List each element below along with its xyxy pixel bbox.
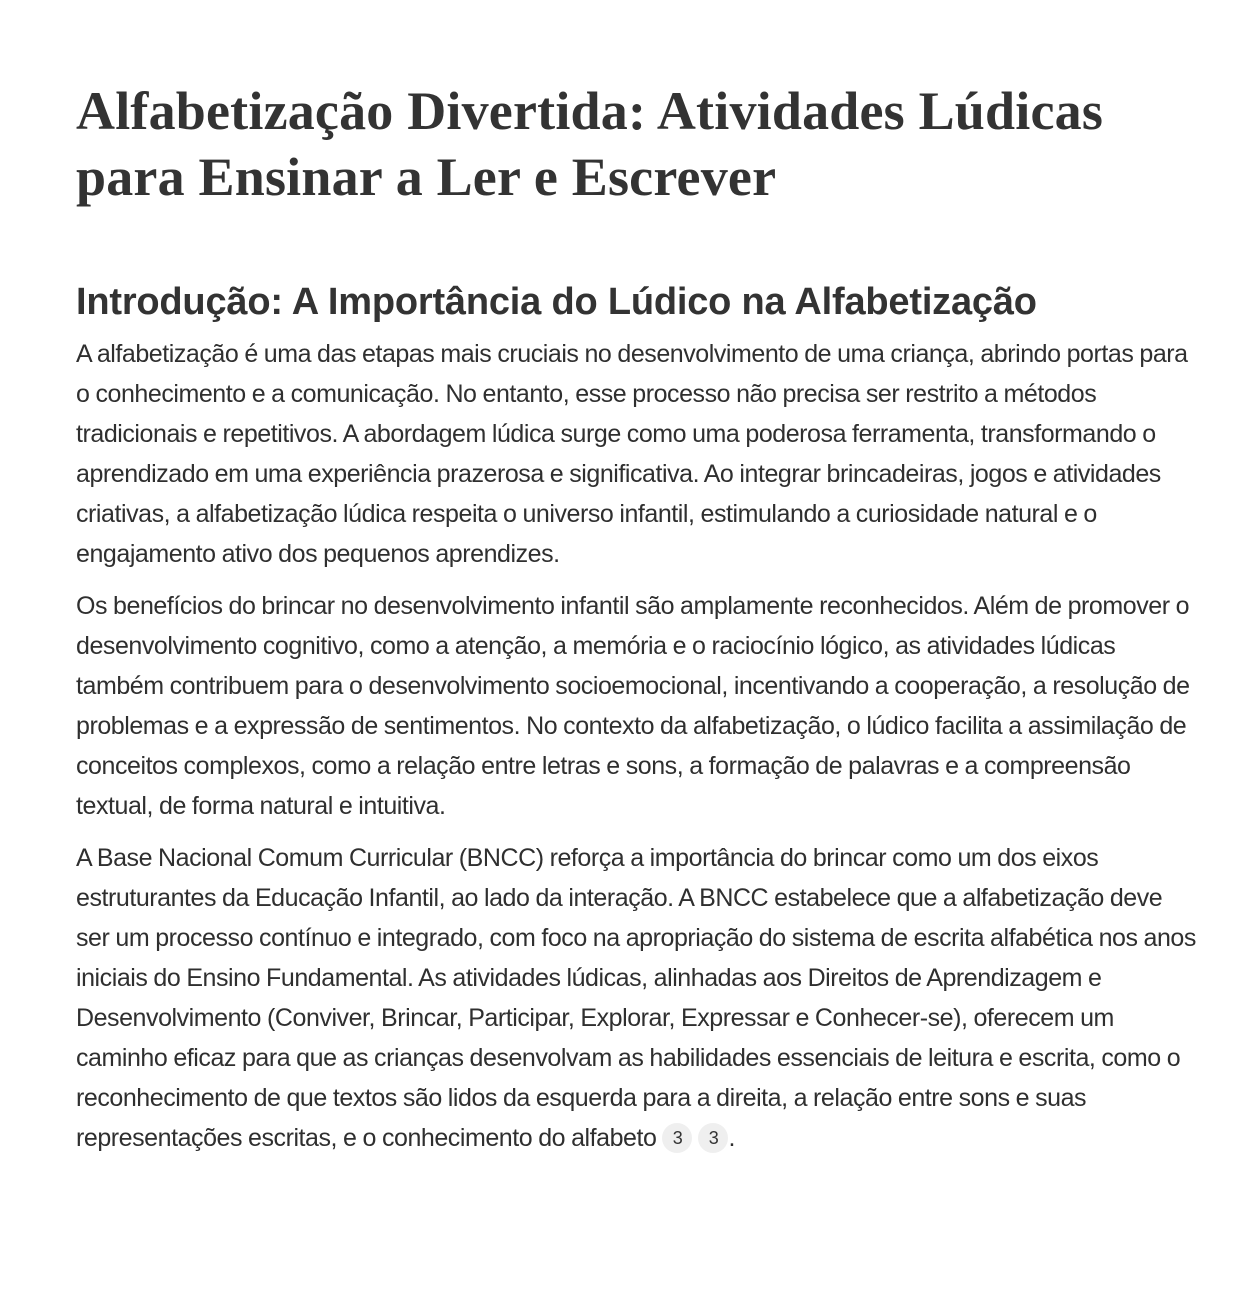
paragraph-3-end-punctuation: . xyxy=(728,1124,735,1152)
citation-badge[interactable]: 3 xyxy=(698,1123,728,1153)
citation-badge[interactable]: 3 xyxy=(662,1123,692,1153)
paragraph-3 xyxy=(76,838,1200,1158)
section-introduction xyxy=(76,278,1200,1158)
paragraph-1: A alfabetização é uma das etapas mais cruciais no desenvolvimento de uma criança, abrindo portas para o conhecimento e a comunicação. No entanto, esse processo não precisa ser restrito a métodos tradicionais e repetitivos. A abordagem lúdica surge como uma poderosa ferramenta, transformando o aprendizado em uma experiência prazerosa e significativa. Ao integrar brincadeiras, jogos e atividades criativas, a alfabetização lúdica respeita o universo infantil, estimulando a curiosidade natural e o engajamento ativo dos pequenos aprendizes. xyxy=(76,340,1188,568)
document-title: Alfabetização Divertida: Atividades Lúdicas para Ensinar a Ler e Escrever xyxy=(76,81,1104,207)
section-heading: Introdução: A Importância do Lúdico na Alfabetização xyxy=(76,281,1037,323)
paragraph-3-text: A Base Nacional Comum Curricular (BNCC) reforça a importância do brincar como um dos eixos estruturantes da Educação Infantil, ao lado da interação. A BNCC estabelece que a alfabetização deve ser um processo contínuo e integrado, com foco na apropriação do sistema de escrita alfabética nos anos iniciais do Ensino Fundamental. As atividades lúdicas, alinhadas aos Direitos de Aprendizagem e Desenvolvimento (Conviver, Brincar, Participar, Explorar, Expressar e Conhecer-se), oferecem um caminho eficaz para que as crianças desenvolvam as habilidades essenciais de leitura e escrita, como o reconhecimento de que textos são lidos da esquerda para a direita, a relação entre sons e suas representações escritas, e o conhecimento do alfabeto xyxy=(76,844,1196,1152)
paragraph-2: Os benefícios do brincar no desenvolvimento infantil são amplamente reconhecidos. Além de promover o desenvolvimento cognitivo, como a atenção, a memória e o raciocínio lógico, as atividades lúdicas também contribuem para o desenvolvimento socioemocional, incentivando a cooperação, a resolução de problemas e a expressão de sentimentos. No contexto da alfabetização, o lúdico facilita a assimilação de conceitos complexos, como a relação entre letras e sons, a formação de palavras e a compreensão textual, de forma natural e intuitiva. xyxy=(76,592,1190,820)
